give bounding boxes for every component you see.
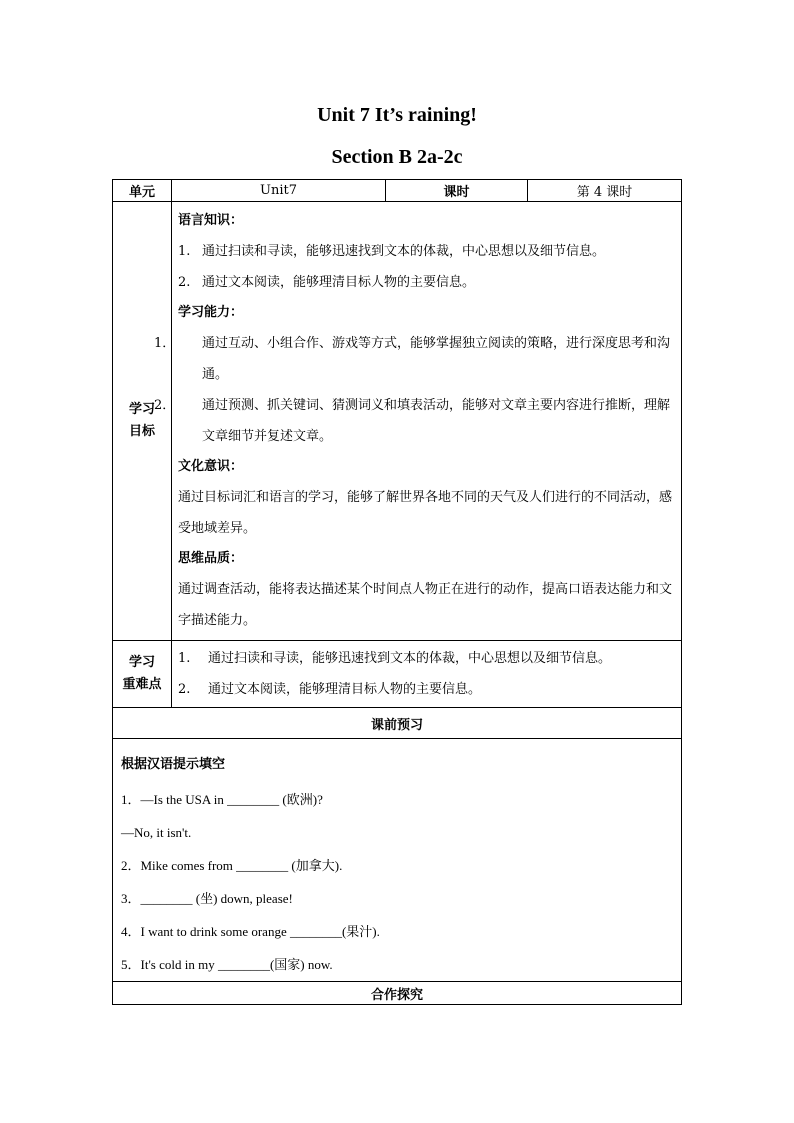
key-points-label — [113, 641, 172, 708]
item-text: 通过文本阅读，能够理清目标人物的主要信息。 — [208, 682, 482, 697]
item-text: 通过文本阅读，能够理清目标人物的主要信息。 — [202, 275, 476, 290]
item-text: 通过互动、小组合作、游戏等方式，能够掌握独立阅读的策略，进行深度思考和沟通。 — [202, 336, 671, 382]
key-points-content — [172, 641, 682, 708]
ability-item — [154, 328, 675, 390]
objectives-label — [113, 202, 172, 641]
exercise-item: —No, it isn't. — [121, 825, 192, 840]
item-number: 2. — [178, 682, 191, 697]
ability-item — [154, 390, 675, 452]
key-points-row — [113, 641, 682, 708]
item-number: 2. — [178, 275, 191, 290]
lesson-plan-table — [112, 179, 682, 1005]
exercise-item: 3．________ (坐) down, please! — [121, 891, 293, 906]
language-item — [178, 267, 675, 298]
preview-heading-row — [113, 708, 682, 739]
item-number: 1. — [178, 651, 191, 666]
unit-label: 单元 — [113, 180, 172, 202]
preview-exercise-row — [113, 739, 682, 982]
key-points-label-line1: 学习 — [128, 655, 155, 670]
preview-instruction: 根据汉语提示填空 — [121, 757, 226, 772]
objectives-label-line1: 学习 — [128, 402, 155, 417]
period-value: 第 4 课时 — [528, 180, 682, 202]
key-point-item — [178, 674, 675, 705]
exercise-item: 5．It's cold in my ________(国家) now. — [121, 957, 333, 972]
cooperation-heading-row — [113, 982, 682, 1005]
ability-heading: 学习能力： — [178, 305, 244, 320]
preview-exercises — [113, 739, 682, 982]
culture-heading: 文化意识： — [178, 459, 244, 474]
objectives-label-line2: 目标 — [128, 424, 155, 439]
item-text: 通过扫读和寻读，能够迅速找到文本的体裁，中心思想以及细节信息。 — [208, 651, 612, 666]
cooperation-heading: 合作探究 — [113, 982, 682, 1005]
period-label: 课时 — [386, 180, 528, 202]
key-point-item — [178, 643, 675, 674]
thinking-heading: 思维品质： — [178, 551, 244, 566]
exercise-item: 2．Mike comes from ________ (加拿大). — [121, 858, 343, 873]
culture-text: 通过目标词汇和语言的学习，能够了解世界各地不同的天气及人们进行的不同活动，感受地域差异。 — [178, 490, 673, 536]
item-number: 1． — [154, 336, 176, 351]
preview-heading: 课前预习 — [113, 708, 682, 739]
language-item — [178, 236, 675, 267]
thinking-text: 通过调查活动，能将表达描述某个时间点人物正在进行的动作，提高口语表达能力和文字描述能力。 — [178, 582, 673, 628]
unit-value: Unit7 — [172, 180, 386, 202]
item-text: 通过扫读和寻读，能够迅速找到文本的体裁，中心思想以及细节信息。 — [202, 244, 606, 259]
objectives-content — [154, 202, 682, 641]
item-text: 通过预测、抓关键词、猜测词义和填表活动，能够对文章主要内容进行推断，理解文章细节并复述文章。 — [202, 398, 671, 444]
item-number: 1. — [178, 244, 191, 259]
header-row — [113, 180, 682, 202]
page-subtitle: Section B 2a-2c — [331, 146, 463, 168]
key-points-label-line2: 重难点 — [122, 677, 162, 692]
page-title: Unit 7 It’s raining! — [317, 104, 477, 126]
exercise-item: 1．—Is the USA in ________ (欧洲)? — [121, 792, 323, 807]
item-number: 2． — [154, 398, 176, 413]
exercise-item: 4．I want to drink some orange ________(果汁). — [121, 924, 380, 939]
objectives-row — [113, 202, 682, 641]
language-heading: 语言知识： — [178, 213, 244, 228]
